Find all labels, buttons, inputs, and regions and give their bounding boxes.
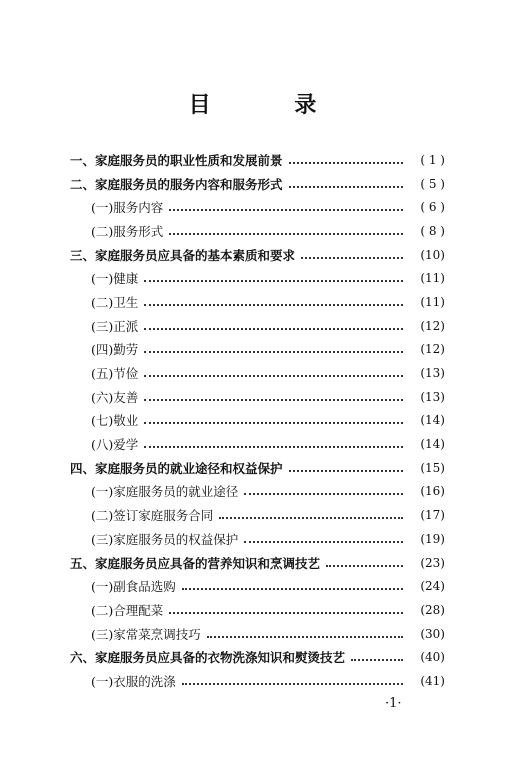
toc-entry-page-number: (24) (420, 579, 445, 594)
toc-section-entry (0, 432, 505, 456)
toc-entry-page-number: (14) (420, 413, 445, 428)
dot-leader (169, 600, 403, 614)
toc-section-entry (0, 669, 505, 693)
toc-chapter-entry (0, 243, 505, 267)
dot-leader (182, 671, 403, 685)
toc-entry-page-number: (40) (420, 650, 445, 665)
toc-entry-page-number: (13) (420, 389, 445, 404)
toc-entry-page-number: (10) (420, 247, 445, 262)
toc-entry-label: (二)服务形式 (91, 223, 164, 239)
toc-section-entry (0, 409, 505, 433)
dot-leader (289, 150, 403, 164)
toc-chapter-entry (0, 551, 505, 575)
dot-leader (182, 576, 403, 590)
toc-section-entry (0, 314, 505, 338)
toc-entry-page-number: ( 5 ) (420, 176, 445, 191)
dot-leader (244, 529, 403, 543)
dot-leader (244, 481, 403, 495)
toc-entry-page-number: ( 6 ) (420, 200, 445, 215)
dot-leader (144, 387, 403, 401)
toc-entry-page-number: (11) (420, 271, 445, 286)
toc-entry-label: (三)家常菜烹调技巧 (91, 626, 201, 642)
toc-entry-page-number: (12) (420, 318, 445, 333)
toc-entry-page-number: (41) (420, 673, 445, 688)
toc-section-entry (0, 622, 505, 646)
toc-entry-page-number: (16) (420, 484, 445, 499)
toc-entry-label: (一)服务内容 (91, 200, 164, 216)
toc-entry-label: (三)正派 (91, 318, 139, 334)
toc-section-entry (0, 598, 505, 622)
toc-entry-label: 二、家庭服务员的服务内容和服务形式 (70, 176, 283, 192)
toc-section-entry (0, 527, 505, 551)
toc-section-entry (0, 361, 505, 385)
toc-entry-label: (四)勤劳 (91, 342, 139, 358)
toc-chapter-entry (0, 456, 505, 480)
toc-entry-page-number: (17) (420, 508, 445, 523)
toc-entry-page-number: (11) (420, 294, 445, 309)
dot-leader (169, 197, 403, 211)
toc-entry-label: (八)爱学 (91, 437, 139, 453)
toc-entry-page-number: ( 1 ) (420, 152, 445, 167)
toc-section-entry (0, 574, 505, 598)
dot-leader (351, 647, 403, 661)
toc-section-entry (0, 503, 505, 527)
page-folio: ·1· (385, 696, 402, 711)
toc-entry-page-number: (12) (420, 342, 445, 357)
toc-entry-label: (五)节俭 (91, 366, 139, 382)
dot-leader (289, 458, 403, 472)
dot-leader (207, 624, 403, 638)
dot-leader (144, 268, 403, 282)
toc-entry-page-number: (14) (420, 437, 445, 452)
dot-leader (144, 363, 403, 377)
dot-leader (144, 339, 403, 353)
toc-section-entry (0, 385, 505, 409)
toc-entry-page-number: (28) (420, 602, 445, 617)
toc-entry-page-number: (23) (420, 555, 445, 570)
dot-leader (144, 316, 403, 330)
toc-entry-page-number: (15) (420, 460, 445, 475)
toc-entry-label: (二)合理配菜 (91, 602, 164, 618)
dot-leader (144, 434, 403, 448)
toc-entry-label: 一、家庭服务员的职业性质和发展前景 (70, 152, 283, 168)
dot-leader (219, 505, 403, 519)
toc-entry-label: (七)敬业 (91, 413, 139, 429)
toc-entry-label: 五、家庭服务员应具备的营养知识和烹调技艺 (70, 555, 321, 571)
toc-entry-label: (一)衣服的洗涤 (91, 673, 176, 689)
dot-leader (289, 174, 403, 188)
toc-entry-page-number: (30) (420, 626, 445, 641)
toc-entry-label: (二)签订家庭服务合同 (91, 508, 214, 524)
toc-chapter-entry (0, 148, 505, 172)
table-of-contents (0, 148, 505, 693)
page-title: 目 录 (188, 93, 355, 118)
dot-leader (144, 292, 403, 306)
dot-leader (169, 221, 403, 235)
toc-entry-label: (一)副食品选购 (91, 579, 176, 595)
toc-entry-label: 四、家庭服务员的就业途径和权益保护 (70, 460, 283, 476)
toc-chapter-entry (0, 172, 505, 196)
toc-entry-page-number: (13) (420, 366, 445, 381)
toc-section-entry (0, 195, 505, 219)
toc-entry-label: (一)家庭服务员的就业途径 (91, 484, 239, 500)
toc-entry-page-number: (19) (420, 531, 445, 546)
toc-chapter-entry (0, 645, 505, 669)
dot-leader (301, 245, 403, 259)
toc-entry-label: (六)友善 (91, 389, 139, 405)
toc-section-entry (0, 338, 505, 362)
toc-entry-label: (一)健康 (91, 271, 139, 287)
toc-entry-label: (二)卫生 (91, 294, 139, 310)
toc-entry-label: (三)家庭服务员的权益保护 (91, 531, 239, 547)
toc-section-entry (0, 266, 505, 290)
toc-entry-page-number: ( 8 ) (420, 223, 445, 238)
toc-entry-label: 六、家庭服务员应具备的衣物洗涤知识和熨烫技艺 (70, 650, 346, 666)
toc-entry-label: 三、家庭服务员应具备的基本素质和要求 (70, 247, 296, 263)
dot-leader (326, 553, 403, 567)
toc-section-entry (0, 480, 505, 504)
toc-section-entry (0, 219, 505, 243)
toc-section-entry (0, 290, 505, 314)
dot-leader (144, 410, 403, 424)
